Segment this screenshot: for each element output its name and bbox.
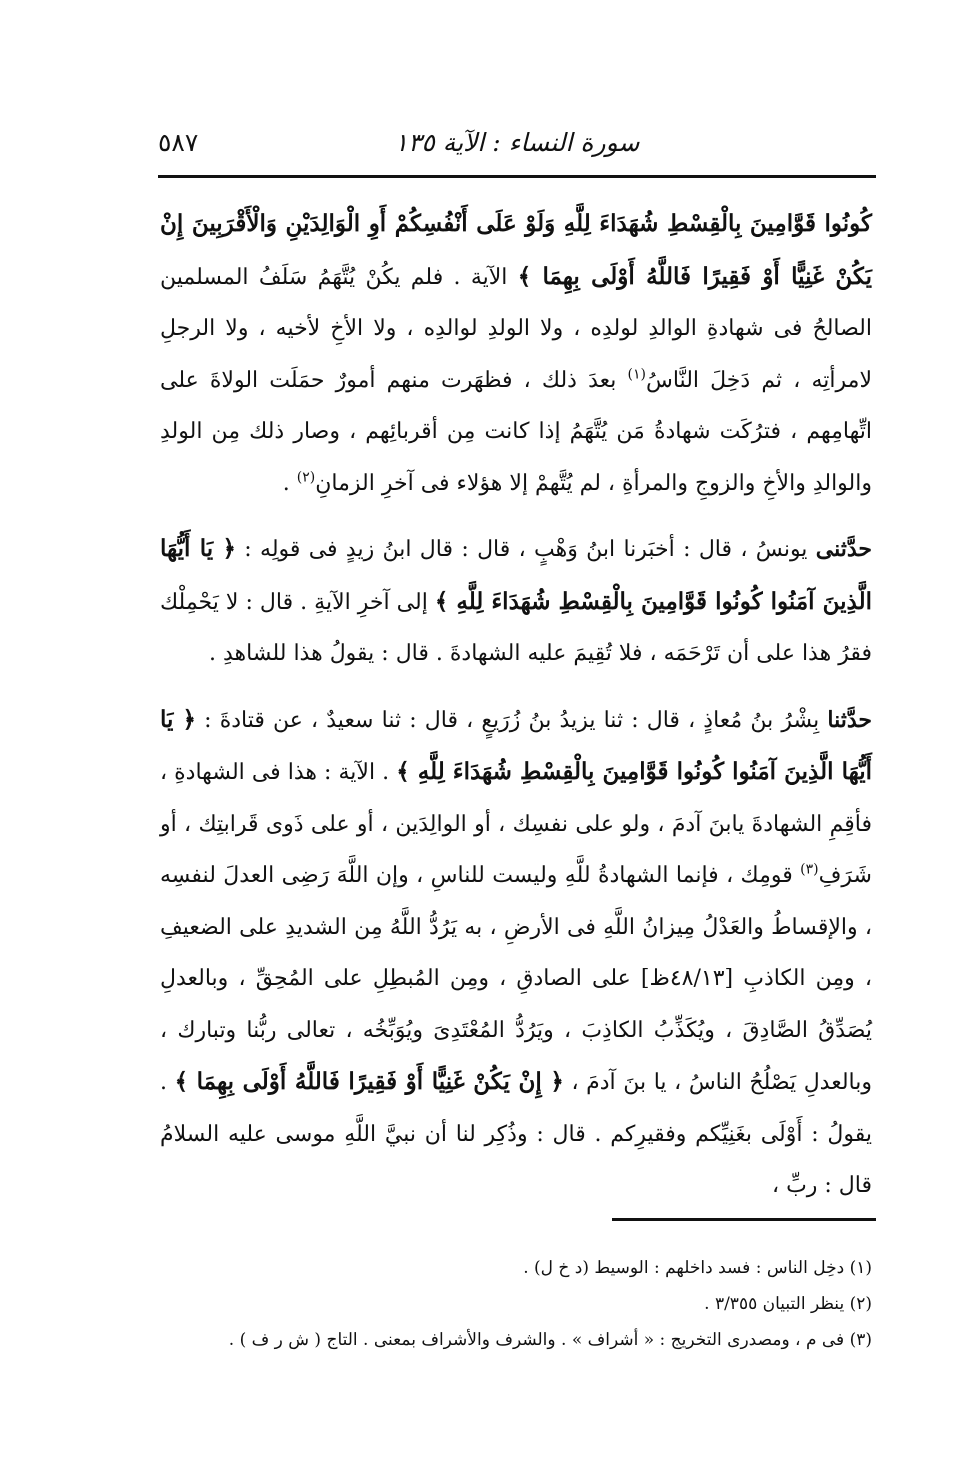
- footnote-3: (٣) فى م ، ومصدرى التخريج : « أشراف » . والشرف والأشراف بمعنى . التاج ( ش ر ف ) .: [228, 1330, 872, 1350]
- paragraph-text: .: [282, 470, 297, 496]
- quran-verse: كُونُوا قَوَّامِينَ بِالْقِسْطِ شُهَدَاءَ لِلَّهِ وَلَوْ عَلَى أَنْفُسِكُمْ أَوِ الْوَالِدَيْنِ وَالْأَقْرَبِينَ إِنْ يَكُنْ غَنِيًّا أَوْ فَقِيرًا فَاللَّهُ أَوْلَى بِهِمَا ﴾: [160, 210, 872, 290]
- footnote-divider: [612, 1218, 876, 1221]
- main-text: [160, 198, 872, 1226]
- paragraph-text: قومِك ، فإنما الشهادةُ للَّهِ وليست للناسِ ، وإن اللَّهَ رَضِى العدلَ لنفسِه ، والإقساطُ والعَدْلُ مِيزانُ اللَّهِ فى الأرضِ ، به يَرُدُّ اللَّهُ مِن الشديدِ على الضعيفِ ، ومِن الكاذبِ [٤٨/١٣ظ] على الصادقِ ، ومِن المُبطِلِ على المُحِقِّ ، وبالعدلِ يُصَدِّقُ الصَّادِقَ ، ويُكَذِّبُ الكاذِبَ ، ويَرُدُّ المُعْتَدِىَ ويُوَبِّخُه ، تعالى ربُّنا وتبارك ، وبالعدلِ يَصْلُحُ الناسُ ، يا بنَ آدمَ ،: [160, 863, 872, 1095]
- paragraph-text: . الآية : هذا فى الشهادةِ ، فأقِمِ الشهادةَ يابنَ آدمَ ، ولو على نفسِك ، أو الوالِدَين ، أو على ذَوى قَرابتِك ، أو شَرَفِ: [160, 760, 872, 888]
- paragraph-text: بِشْرُ بنُ مُعاذٍ ، قال : ثنا يزيدُ بنُ زُرَيعٍ ، قال : ثنا سعيدٌ ، عن قتادةَ :: [196, 707, 828, 733]
- footnote-ref-1: (١): [627, 366, 646, 383]
- footnote-ref-2: (٢): [296, 469, 316, 486]
- paragraph-text: يونسُ ، قال : أخبَرنا ابنُ وَهْبٍ ، قال : قال ابنُ زيدٍ فى قولِه :: [235, 537, 816, 562]
- paragraph-text: بعدَ ذلك ، فظهَرت منهم أمورٌ حمَلَت الولاةَ على اتِّهامِهم ، فترُكَت شهادةُ مَن يُتَّهَمُ إذا كانت مِن أقربائِهم ، وصار ذلك مِن الولدِ والوالدِ والأخِ والزوجِ والمرأةِ ، لم يُتَّهمْ إلا هؤلاء فى آخرِ الزمانِ: [160, 367, 872, 496]
- quran-verse: ﴿ إِنْ يَكُنْ غَنِيًّا أَوْ فَقِيرًا فَاللَّهُ أَوْلَى بِهِمَا ﴾: [174, 1068, 564, 1095]
- quran-verse: ﴿ يَا أَيُّهَا الَّذِينَ آمَنُوا كُونُوا قَوَّامِينَ بِالْقِسْطِ شُهَدَاءَ لِلَّهِ ﴾: [160, 535, 872, 615]
- page-header: [158, 128, 876, 168]
- footnote-ref-3: (٣): [800, 861, 819, 878]
- paragraph-1: [160, 198, 872, 509]
- narration-lead: حدَّثنى: [815, 536, 872, 562]
- quran-verse: ﴿ يَا أَيُّهَا الَّذِينَ آمَنُوا كُونُوا قَوَّامِينَ بِالْقِسْطِ شُهَدَاءَ لِلَّهِ ﴾: [160, 705, 872, 785]
- page-number: ٥٨٧: [158, 128, 199, 157]
- paragraph-3: [160, 694, 872, 1212]
- footnote-1: (١) دخِل الناس : فسد داخلهم : الوسيط (د خ ل) .: [523, 1258, 872, 1278]
- running-title: سورة النساء : الآية ١٣٥: [394, 128, 640, 157]
- paragraph-text: . يقولُ : أَوْلَى بغَنِيِّكم وفقيرِكم . قال : وذُكِر لنا أن نبيَّ اللَّهِ موسى عليه السلامُ قال : ربِّ ،: [160, 1070, 872, 1198]
- footnotes: [160, 1250, 872, 1358]
- header-divider: [158, 175, 876, 178]
- paragraph-2: [160, 523, 872, 680]
- paragraph-text: إلى آخرِ الآيةِ . قال : لا يَحْمِلْك فقرُ هذا على أن تَرْحَمَه ، فلا تُقِيمَ عليه الشهادةَ . قال : يقولُ هذا للشاهدِ .: [160, 589, 872, 666]
- paragraph-text: الآية . فلم يكُنْ يُتَّهَمُ سَلَفُ المسلمين الصالحُ فى شهادةِ الوالدِ لولدِه ، ولا الولدِ لوالدِه ، ولا الأخِ لأخيه ، ولا الرجلِ لامرأتِه ، ثم دَخِلَ النَّاسُ: [160, 264, 872, 393]
- narration-lead: حدَّثنا: [827, 706, 872, 733]
- footnote-2: (٢) ينظر التبيان ٣/٣٥٥ .: [704, 1294, 872, 1314]
